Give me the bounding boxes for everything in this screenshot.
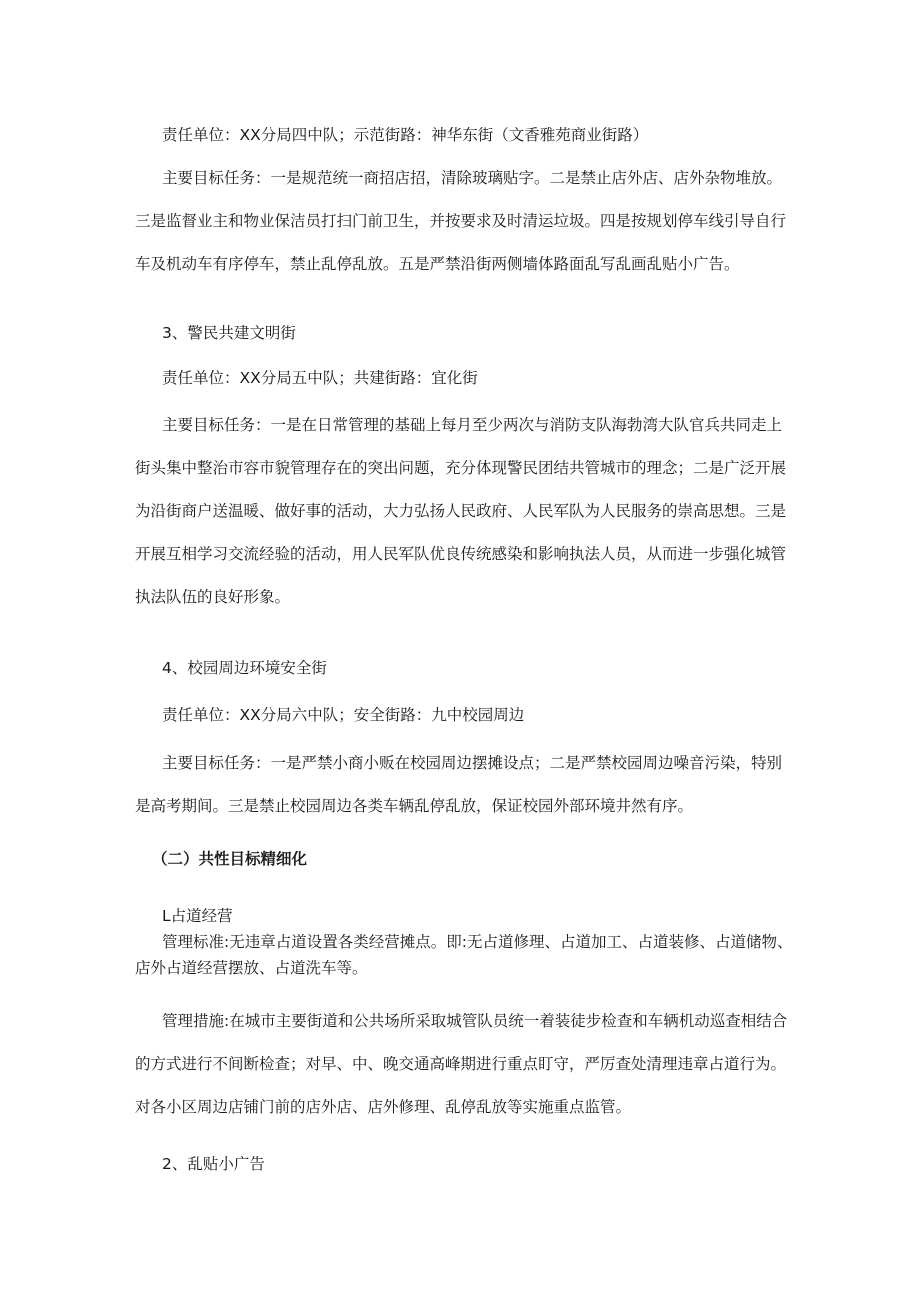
text-line: 主要目标任务：一是在日常管理的基础上每月至少两次与消防支队海勃湾大队官兵共同走上 bbox=[162, 416, 783, 434]
text-line: 为沿街商户送温暖、做好事的活动，大力弘扬人民政府、人民军队为人民服务的崇高思想。三是 bbox=[135, 502, 787, 520]
text-line: 的方式进行不间断检查；对早、中、晚交通高峰期进行重点盯守，严厉查处清理违章占道行为。 bbox=[135, 1055, 787, 1073]
paragraph-responsible-unit-4 bbox=[135, 114, 790, 157]
text-line: 对各小区周边店铺门前的店外店、店外修理、乱停乱放等实施重点监管。 bbox=[135, 1098, 632, 1116]
text-line: 3、警民共建文明街 bbox=[162, 324, 296, 342]
section-item-1 bbox=[135, 903, 790, 929]
section-item-2 bbox=[135, 1143, 790, 1186]
text-line: 开展互相学习交流经验的活动，用人民军队优良传统感染和影响执法人员，从而进一步强化城管 bbox=[135, 545, 787, 563]
text-line: 执法队伍的良好形象。 bbox=[135, 588, 291, 606]
text-line: 主要目标任务：一是规范统一商招店招，清除玻璃贴字。二是禁止店外店、店外杂物堆放。 bbox=[162, 169, 783, 187]
text-line: 责任单位：XX分局四中队；示范街路：神华东街（文香雅苑商业街路） bbox=[162, 126, 649, 144]
text-line: 主要目标任务：一是严禁小商小贩在校园周边摆摊设点；二是严禁校园周边噪音污染，特别 bbox=[162, 754, 783, 772]
paragraph-main-tasks-4 bbox=[135, 157, 790, 286]
paragraph-main-tasks-5 bbox=[135, 404, 790, 619]
text-line: 4、校园周边环境安全街 bbox=[162, 659, 327, 677]
text-line: 管理措施:在城市主要街道和公共场所采取城管队员统一着装徒步检查和车辆机动巡查相结合 bbox=[162, 1012, 788, 1030]
paragraph-responsible-unit-6 bbox=[135, 694, 790, 737]
text-line: 责任单位：XX分局六中队；安全街路：九中校园周边 bbox=[162, 706, 525, 724]
text-line: 店外占道经营摆放、占道洗车等。 bbox=[135, 959, 368, 977]
paragraph-responsible-unit-5 bbox=[135, 357, 790, 400]
text-line: 管理标准:无违章占道设置各类经营摊点。即:无占道修理、占道加工、占道装修、占道储物、 bbox=[162, 933, 793, 951]
text-line: 三是监督业主和物业保洁员打扫门前卫生，并按要求及时清运垃圾。四是按规划停车线引导自行 bbox=[135, 212, 787, 230]
section-heading bbox=[152, 838, 807, 881]
paragraph-management-measures bbox=[135, 1000, 790, 1129]
text-line: 2、乱贴小广告 bbox=[162, 1155, 265, 1173]
paragraph-management-standard bbox=[135, 929, 793, 981]
section-item-3 bbox=[135, 312, 790, 355]
text-line: 车及机动车有序停车，禁止乱停乱放。五是严禁沿街两侧墙体路面乱写乱画乱贴小广告。 bbox=[135, 255, 740, 273]
text-line: 街头集中整治市容市貌管理存在的突出问题，充分体现警民团结共管城市的理念；二是广泛开展 bbox=[135, 459, 787, 477]
text-line: L占道经营 bbox=[162, 907, 233, 925]
paragraph-main-tasks-6 bbox=[135, 742, 790, 828]
text-line: 责任单位：XX分局五中队；共建街路：宜化街 bbox=[162, 369, 478, 387]
text-line: （二）共性目标精细化 bbox=[152, 850, 308, 868]
section-item-4 bbox=[135, 647, 790, 690]
text-line: 是高考期间。三是禁止校园周边各类车辆乱停乱放，保证校园外部环境井然有序。 bbox=[135, 797, 694, 815]
